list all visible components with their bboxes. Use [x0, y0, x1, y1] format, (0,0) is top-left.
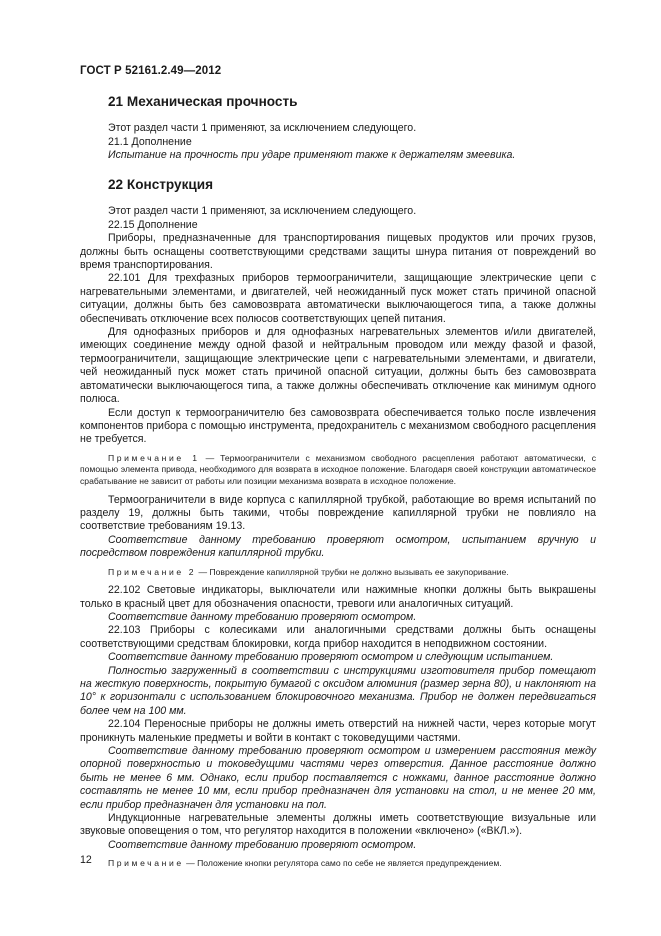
- paragraph: Приборы, предназначенные для транспортирования пищевых продуктов или прочих грузов, должны быть оснащены соответствующими средствами защиты шнура питания от повреждений во время транспортирования.: [80, 232, 596, 272]
- paragraph: 22.103 Приборы с колесиками или аналогичными средствами должны быть оснащены соответствующими средствам блокировки, когда прибор находится в неподвижном состоянии.: [80, 624, 596, 650]
- paragraph: Индукционные нагревательные элементы должны иметь соответствующие визуальные или звуковые оповещения о том, что регулятор находится в положении «включено» («ВКЛ.»).: [80, 812, 596, 838]
- paragraph-italic: Соответствие данному требованию проверяют осмотром и измерением расстояния между опорной поверхностью и токоведущими частями через отверстия. Данное расстояние должно быть не менее 6 мм. Однако, если прибор поставляется с ножками, данное расстояние должно составлять не менее 10 мм, если прибор предназначен для установки на стол, и не менее 20 мм, если прибор предназначен для установки на пол.: [80, 745, 596, 811]
- paragraph-italic: Испытание на прочность при ударе применяют также к держателям змеевика.: [108, 149, 516, 162]
- paragraph: Если доступ к термоограничителю без самовозврата обеспечивается только после извлечения компонентов прибора с помощью инструмента, предохранитель с механизмом свободного расцепления не требуется.: [80, 406, 596, 446]
- paragraph: Этот раздел части 1 применяют, за исключением следующего.: [108, 205, 417, 218]
- paragraph-italic: Соответствие данному требованию проверяют осмотром и следующим испытанием.: [108, 651, 554, 664]
- note-text: — Положение кнопки регулятора само по себе не является предупреждением.: [183, 858, 502, 869]
- note-1: [80, 453, 596, 488]
- section-21-title: 21 Механическая прочность: [108, 94, 298, 109]
- paragraph-italic: Соответствие данному требованию проверяют осмотром.: [108, 838, 417, 851]
- section-21: [80, 95, 596, 163]
- note-label: Примечание 2: [108, 566, 197, 577]
- section-22: [80, 178, 596, 870]
- note-text: — Термоограничители с механизмом свободного расцепления работают автоматически, с помощью элемента привода, необходимого для возврата в исходное положение. Благодаря своей конструкции автоматическое срабатывание не зависит от работы или позиции механизма возврата в исходное положение.: [80, 452, 596, 486]
- note-text: — Повреждение капиллярной трубки не должно вызывать ее закупоривание.: [196, 566, 509, 577]
- paragraph-italic: Соответствие данному требованию проверяют осмотром.: [108, 610, 417, 623]
- note-3: [80, 858, 596, 870]
- paragraph: 22.101 Для трехфазных приборов термоограничители, защищающие электрические цепи с нагревательными элементами, и двигателей, чей неожиданный пуск может стать причиной опасной ситуации, должны быть без самовозврата автоматически выключающегося типа, а также должны обеспечивать отключение всех полюсов соответствующих цепей питания.: [80, 272, 596, 325]
- note-label: Примечание: [108, 858, 184, 869]
- clause-heading: 22.15 Дополнение: [108, 218, 198, 231]
- section-22-title: 22 Конструкция: [108, 177, 214, 192]
- page-number: 12: [80, 854, 92, 866]
- paragraph: Этот раздел части 1 применяют, за исключением следующего.: [108, 122, 417, 135]
- note-label: Примечание 1: [108, 452, 200, 463]
- paragraph: 22.104 Переносные приборы не должны иметь отверстий на нижней части, через которые могут проникнуть маленькие предметы и войти в контакт с токоведущими частями.: [80, 718, 596, 744]
- paragraph-italic: Соответствие данному требованию проверяют осмотром, испытанием вручную и посредством повреждения капиллярной трубки.: [80, 533, 596, 560]
- paragraph-italic: Полностью загруженный в соответствии с инструкциями изготовителя прибор помещают на жесткую поверхность, покрытую бумагой с оксидом алюминия (размер зерна 80), и наклоняют на 10° к горизонтали с использованием блокировочного механизма. Прибор не должен передвигаться более чем на 100 мм.: [80, 664, 596, 717]
- paragraph: Термоограничители в виде корпуса с капиллярной трубкой, работающие во время испытаний по разделу 19, должны быть такими, чтобы повреждение капиллярной трубки не повлияло на соответствие требованиям 19.13.: [80, 493, 596, 533]
- document-header: ГОСТ Р 52161.2.49—2012: [80, 65, 222, 77]
- paragraph: Для однофазных приборов и для однофазных нагревательных элементов и/или двигателей, имеющих соединение между одной фазой и нейтральным проводом или между фазой и фазой, термоограничители, защищающие электрические цепи с нагревательными элементами, и двигатели, чей неожиданный пуск может стать причиной опасной ситуации, должны быть без самовозврата автоматически выключающегося типа, а также должны обеспечивать отключение как минимум одного полюса.: [80, 326, 596, 406]
- paragraph: 22.102 Световые индикаторы, выключатели или нажимные кнопки должны быть выкрашены только в красный цвет для обозначения опасности, тревоги или аналогичных ситуаций.: [80, 584, 596, 610]
- clause-heading: 21.1 Дополнение: [108, 135, 192, 148]
- note-2: [80, 567, 596, 579]
